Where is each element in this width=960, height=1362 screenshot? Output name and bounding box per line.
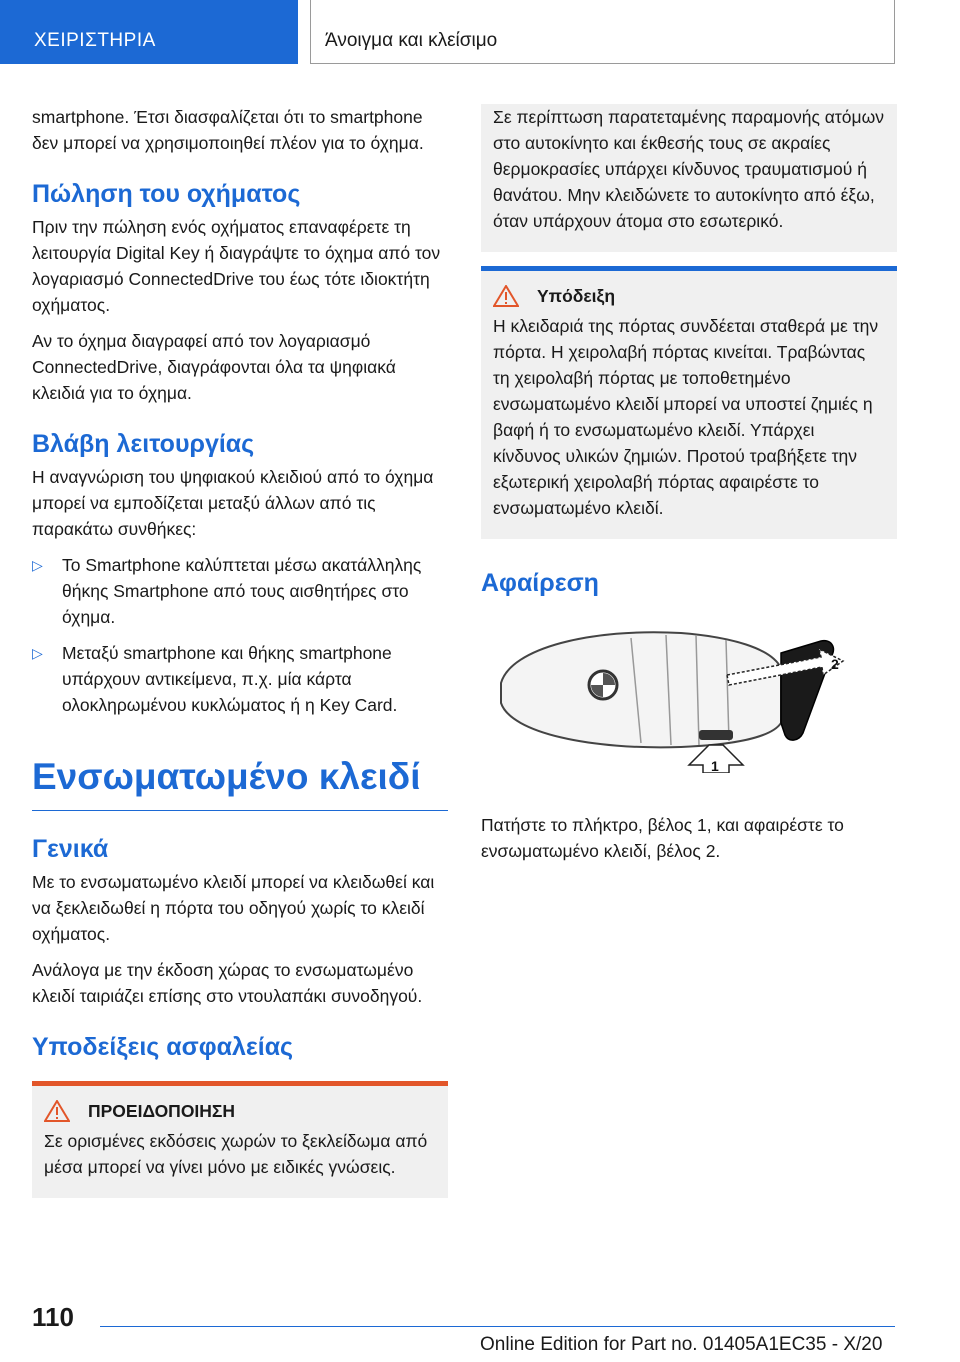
edition-footer: Online Edition for Part no. 01405A1EC35 - X/20 bbox=[480, 1334, 883, 1355]
general-paragraph-2: Ανάλογα με την έκδοση χώρας το ενσωματωμένο κλειδί ταιριάζει επίσης στο ντουλαπάκι συνοδηγού. bbox=[32, 960, 423, 1006]
general-paragraph-1: Με το ενσωματωμένο κλειδί μπορεί να κλειδωθεί και να ξεκλειδωθεί η πόρτα του οδηγού χωρίς το κλειδί οχήματος. bbox=[32, 872, 435, 944]
safety-heading: Υποδείξεις ασφαλείας bbox=[32, 1033, 294, 1061]
warning-continuation-box bbox=[481, 104, 897, 252]
sale-paragraph-2: Αν το όχημα διαγραφεί από τον λογαριασμό ConnectedDrive, διαγράφονται όλα τα ψηφιακά κλειδιά για το όχημα. bbox=[32, 331, 396, 403]
key-fob-body bbox=[501, 632, 781, 747]
section-tab[interactable] bbox=[0, 0, 298, 64]
general-heading: Γενικά bbox=[32, 835, 109, 863]
list-item bbox=[32, 552, 448, 630]
chapter-tab[interactable] bbox=[310, 0, 895, 64]
right-column bbox=[481, 104, 897, 874]
triangle-bullet-icon: ▷ bbox=[32, 557, 43, 573]
notice-box bbox=[481, 271, 897, 539]
notice-text: Η κλειδαριά της πόρτας συνδέεται σταθερά με την πόρτα. Η χειρολαβή πόρτας κινείται. Τραβώντας τη χειρολαβή πόρτας με τοποθετημένο ενσωματωμένο κλειδί μπορεί να υποστεί ζημιές η βαφή ή το ενσωματωμένο κλειδί. Υπάρχει κίνδυνος υλικών ζημιών. Προτού τραβήξετε την εξωτερική χειρολαβή πόρτας αφαιρέστε το ενσωματωμένο κλειδί. bbox=[493, 316, 879, 518]
removal-text: Πατήστε το πλήκτρο, βέλος 1, και αφαιρέστε το ενσωματωμένο κλειδί, βέλος 2. bbox=[481, 815, 844, 861]
warning-triangle-icon bbox=[44, 1100, 70, 1122]
list-item bbox=[32, 640, 448, 718]
warning-label: ΠΡΟΕΙΔΟΠΟΙΗΣΗ bbox=[88, 1100, 236, 1121]
section-tab-label: ΧΕΙΡΙΣΤΗΡΙΑ bbox=[34, 30, 156, 51]
footer-divider bbox=[100, 1326, 895, 1327]
warning-box bbox=[32, 1086, 448, 1198]
fault-paragraph: Η αναγνώριση του ψηφιακού κλειδιού από το όχημα μπορεί να εμποδίζεται μεταξύ άλλων από τις παρακάτω συνθήκες: bbox=[32, 467, 434, 539]
list-item-text: Το Smartphone καλύπτεται μέσω ακατάλληλης θήκης Smartphone από τους αισθητήρες στο όχημα. bbox=[62, 555, 422, 627]
release-button bbox=[699, 730, 733, 740]
chapter-tab-label: Άνοιγμα και κλείσιμο bbox=[325, 30, 498, 51]
warning-continuation-text: Σε περίπτωση παρατεταμένης παραμονής ατόμων στο αυτοκίνητο και έκθεσής τους σε ακραίες θερμοκρασίες υπάρχει κίνδυνος τραυματισμού ή θανάτου. Μην κλειδώνετε το αυτοκίνητο από έξω, όταν υπάρχουν άτομα στο εσωτερικό. bbox=[493, 107, 885, 231]
integrated-key-heading: Ενσωματωμένο κλειδί bbox=[32, 754, 448, 811]
triangle-bullet-icon: ▷ bbox=[32, 645, 43, 661]
intro-paragraph: smartphone. Έτσι διασφαλίζεται ότι το smartphone δεν μπορεί να χρησιμοποιηθεί πλέον για το όχημα. bbox=[32, 107, 424, 153]
key-removal-figure bbox=[481, 613, 853, 773]
arrow-2-label: 2 bbox=[831, 656, 839, 672]
left-column bbox=[32, 104, 448, 1198]
arrow-1-label: 1 bbox=[711, 758, 719, 773]
sale-paragraph-1: Πριν την πώληση ενός οχήματος επαναφέρετε τη λειτουργία Digital Key ή διαγράψτε το όχημα από τον λογαριασμό ConnectedDrive του έως τότε ιδιοκτήτη οχήματος. bbox=[32, 217, 441, 315]
removal-heading: Αφαίρεση bbox=[481, 569, 599, 597]
sale-heading: Πώληση του οχήματος bbox=[32, 180, 301, 208]
notice-label: Υπόδειξη bbox=[537, 285, 616, 306]
page-number: 110 bbox=[32, 1302, 74, 1332]
fault-heading: Βλάβη λειτουργίας bbox=[32, 430, 255, 458]
warning-triangle-icon bbox=[493, 285, 519, 307]
list-item-text: Μεταξύ smartphone και θήκης smartphone υπάρχουν αντικείμενα, π.χ. μία κάρτα ολοκληρωμένου κυκλώματος ή η Key Card. bbox=[62, 643, 398, 715]
warning-text: Σε ορισμένες εκδόσεις χωρών το ξεκλείδωμα από μέσα μπορεί να γίνει μόνο με ειδικές γνώσεις. bbox=[44, 1131, 428, 1177]
fault-list bbox=[32, 552, 448, 718]
